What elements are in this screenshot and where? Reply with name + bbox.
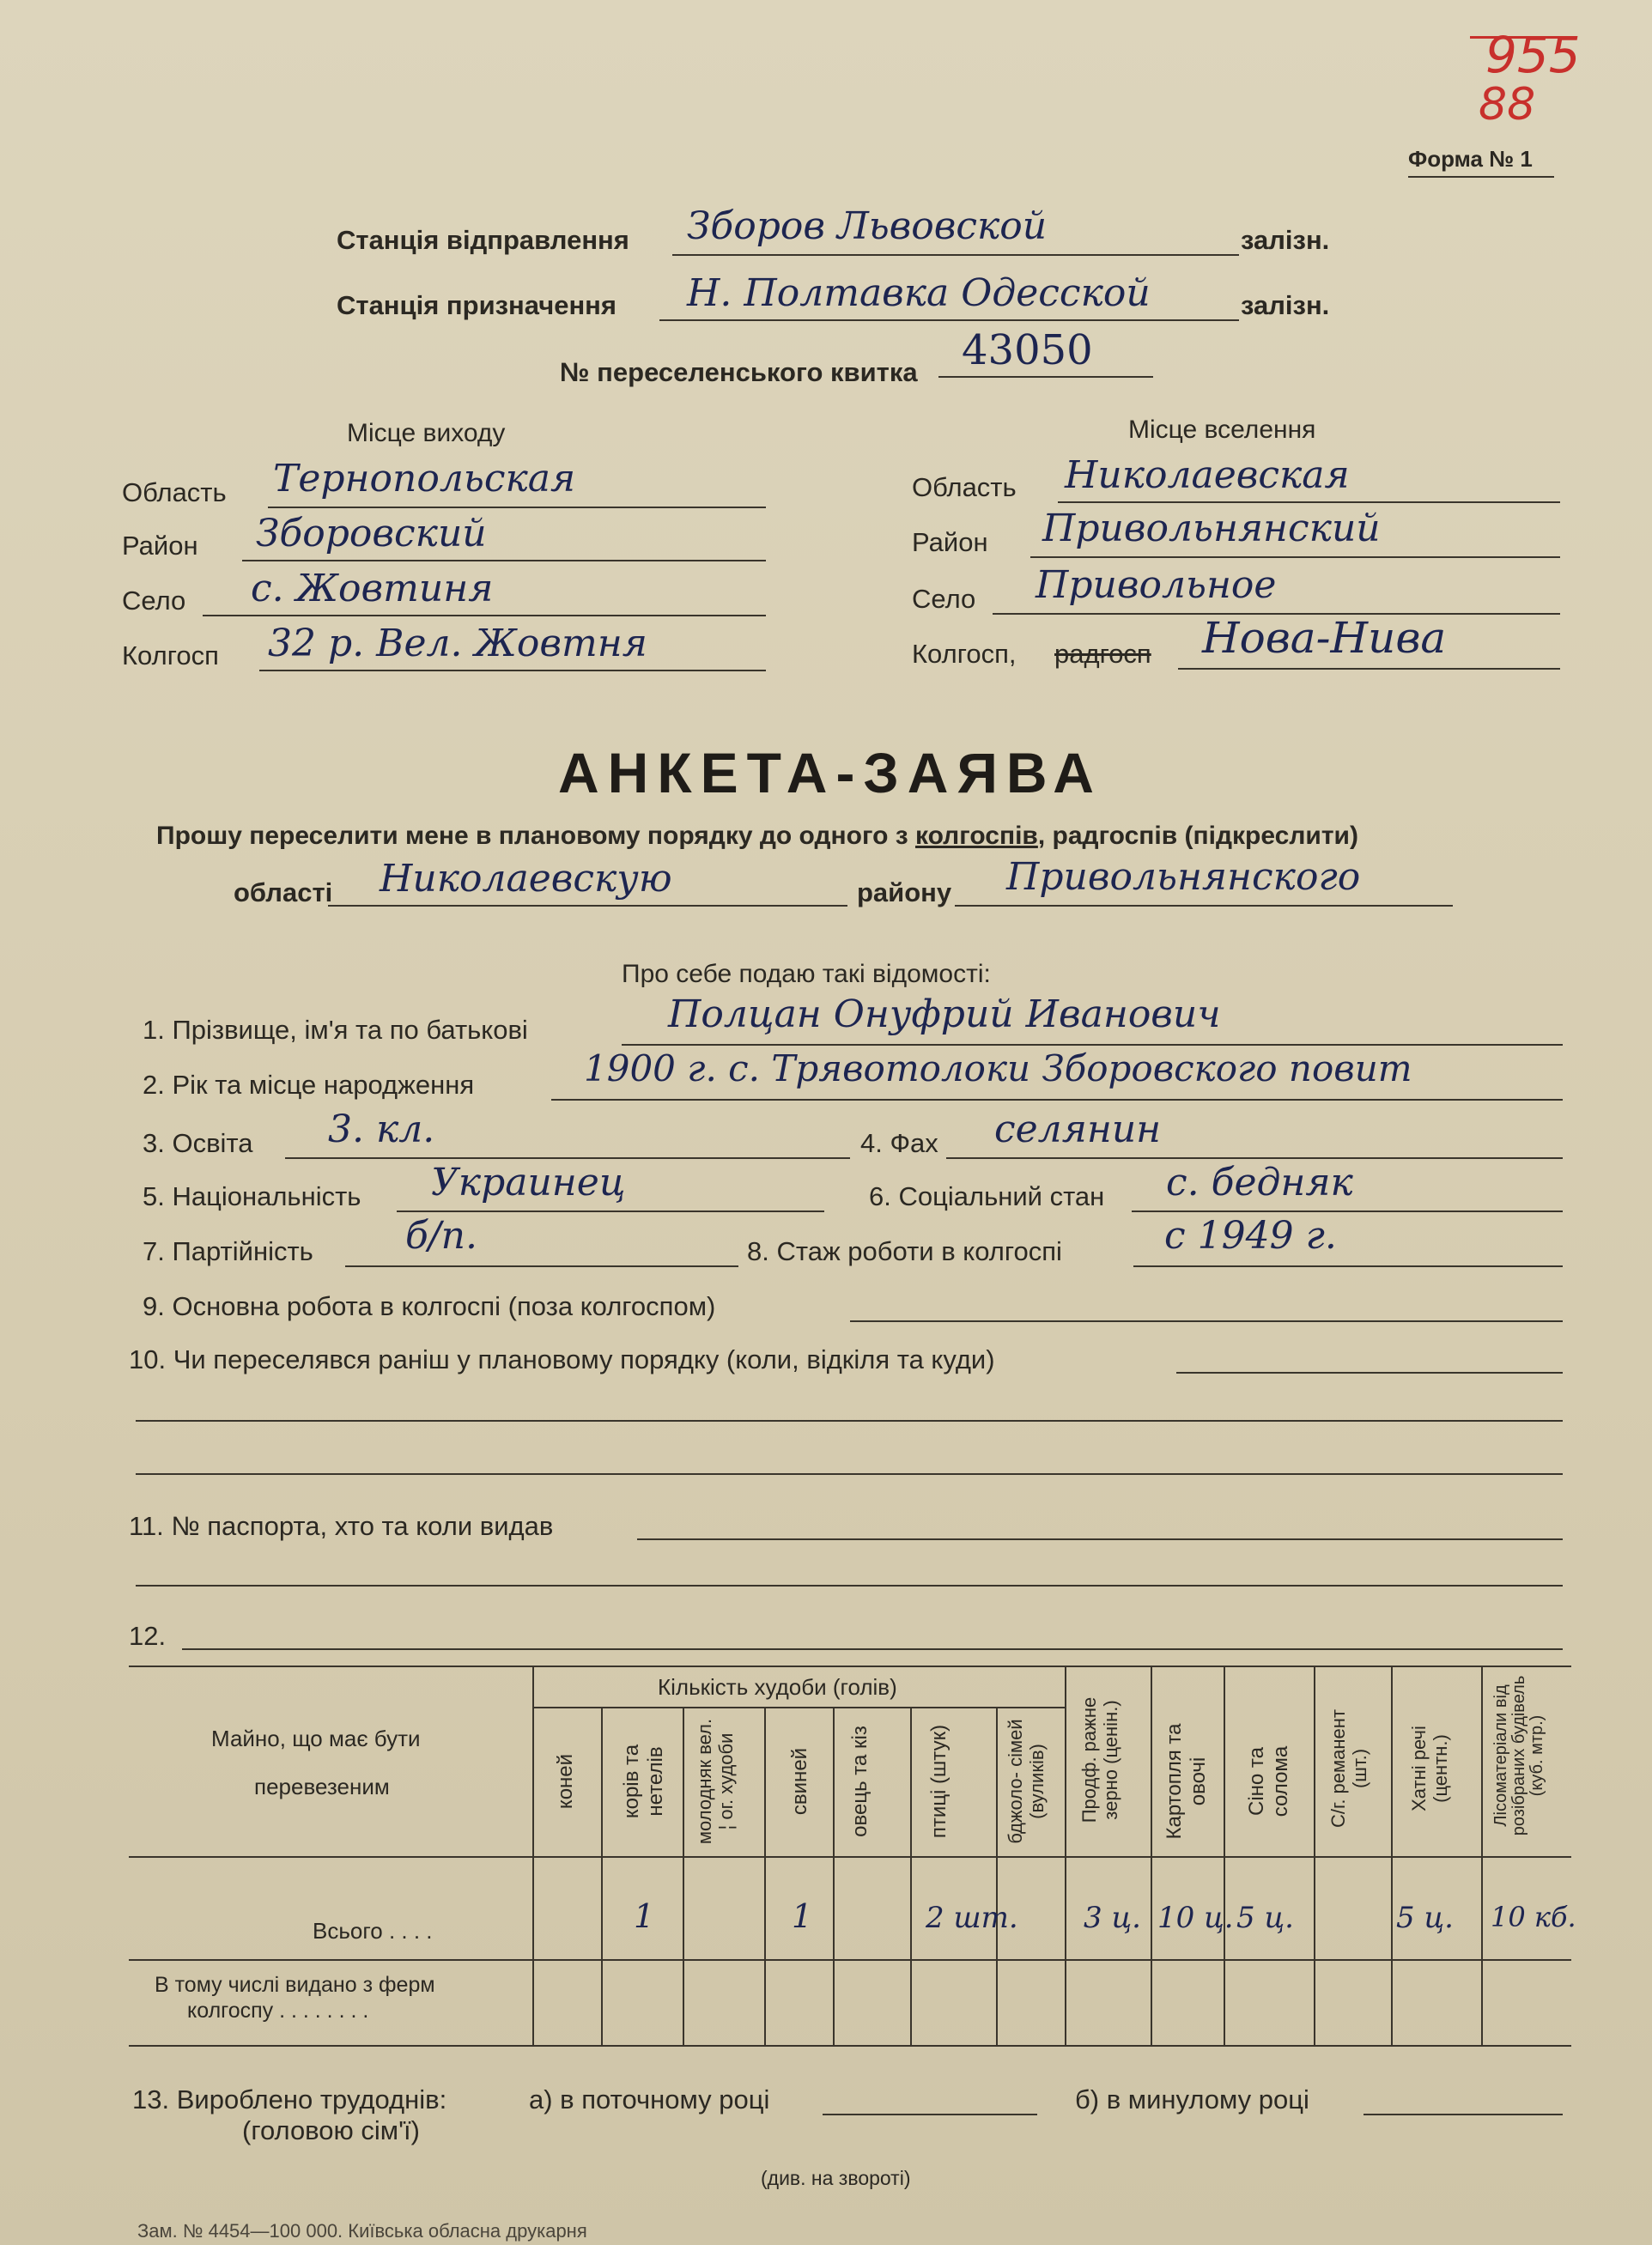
table-header-border [129,1856,1571,1858]
row-farm-label-line2: колгоспу . . . . . . . . [187,1999,369,2023]
col-border-3 [764,1707,766,2045]
origin-selo-label: Село [122,586,186,616]
origin-kolgosp-value: 32 р. Вел. Жовтня [268,622,647,665]
field-10-label: 10. Чи переселявся раніш у плановому порядку (коли, відкіля та куди) [129,1344,995,1374]
archive-number-strike [1470,36,1564,39]
ticket-value: 43050 [962,326,1093,374]
origin-raion-label: Район [122,531,198,561]
col-border-0 [532,1666,534,2045]
origin-oblast-value: Тернопольская [273,457,576,501]
form-number-label: Форма № 1 [1408,146,1533,172]
col-header-potatoes: Картопля та овочі [1163,1723,1210,1840]
destination-selo-value: Привольное [1036,563,1277,607]
field-8-line [1133,1265,1563,1267]
col-border-1 [601,1707,603,2045]
col-border-12 [1481,1666,1483,2045]
col-header-timber: Лісоматеріали від розібраних будівель (куб. мтр.) [1491,1675,1546,1836]
col-border-2 [683,1707,684,2045]
field-1-line [622,1044,1563,1046]
field-1-value: Полцан Онуфрий Иванович [668,992,1221,1036]
col-border-4 [833,1707,835,2045]
field-2-label: 2. Рік та місце народження [143,1070,475,1100]
total-poultry: 2 шт. [926,1901,1018,1935]
destination-heading: Місце вселення [1128,416,1316,444]
origin-oblast-line [268,507,766,508]
ticket-label: № переселенського квитка [560,357,918,387]
request-oblast-value: Николаевскую [380,857,672,901]
col-header-sheep: овець та кіз [848,1726,872,1837]
origin-kolgosp-label: Колгосп [122,640,219,670]
origin-raion-line [242,560,766,561]
field-12-label: 12. [129,1621,167,1651]
total-cows: 1 [634,1897,655,1935]
field-9-label: 9. Основна робота в колгоспі (поза колгоспом) [143,1291,716,1321]
col-border-8 [1151,1666,1152,2045]
about-heading: Про себе подаю такі відомості: [622,960,991,988]
col-border-5 [910,1707,912,2045]
destination-radgosp-struck: радгосп [1054,639,1151,669]
total-pigs: 1 [792,1897,813,1935]
field-5-value: Украинец [431,1161,626,1204]
origin-heading: Місце виходу [347,419,506,447]
destination-raion-line [1030,556,1560,558]
destination-kolgosp-value: Нова-Нива [1202,613,1447,663]
field-13-a-label: а) в поточному році [529,2084,770,2115]
field-6-value: с. бедняк [1166,1161,1353,1204]
field-7-value: б/п. [405,1214,478,1258]
field-5-line [397,1210,824,1212]
field-8-value: с 1949 г. [1164,1214,1337,1258]
destination-kolgosp-line [1178,668,1560,670]
col-header-household: Хатні речі (центн.) [1408,1726,1452,1811]
field-3-value: 3. кл. [328,1107,435,1151]
total-hay: 5 ц. [1236,1901,1294,1935]
col-header-cows: корів та нетелів [620,1744,667,1819]
field-13-b-line [1364,2114,1563,2115]
row-farm-label-line1: В тому числі видано з ферм [155,1973,435,1997]
request-raion-label: району [857,877,952,907]
destination-oblast-value: Николаевская [1065,453,1350,497]
livestock-group-border [532,1707,1065,1708]
field-11-line-2 [136,1585,1563,1587]
field-2-value: 1900 г. с. Трявотолоки Зборовского повит [584,1047,1412,1089]
col-border-7 [1065,1666,1066,2045]
col-border-6 [996,1707,998,2045]
destination-raion-label: Район [912,527,988,557]
departure-station-label: Станція відправлення [337,225,629,255]
col-header-poultry: птиці (штук) [927,1724,951,1839]
col-header-bees: бджоло- сімей (вуликів) [1005,1719,1048,1844]
departure-station-value: Зборов Львовской [687,204,1048,248]
field-11-label: 11. № паспорта, хто та коли видав [129,1511,554,1541]
field-4-label: 4. Фах [860,1128,938,1158]
col-header-pigs: свиней [788,1747,811,1816]
field-13-label: 13. Вироблено трудоднів: [132,2084,447,2115]
col-header-young-cattle: молодняк вел. ¦ ог. худоби [694,1718,738,1845]
field-9-line [850,1320,1563,1322]
total-potatoes: 10 ц. [1157,1901,1234,1935]
field-4-value: селянин [994,1107,1162,1151]
origin-oblast-label: Область [122,477,227,507]
archive-number-new: 955 [1485,26,1581,84]
row-total-label: Всього . . . . [313,1918,433,1944]
departure-station-line [672,254,1239,256]
col-border-9 [1224,1666,1225,2045]
origin-kolgosp-line [259,670,766,671]
table-bottom-border [129,2045,1571,2047]
property-header-line1: Майно, що має бути [211,1726,421,1751]
field-13-a-line [823,2114,1037,2115]
destination-kolgosp-label: Колгосп, [912,639,1017,669]
ticket-line [938,376,1153,378]
field-4-line [946,1157,1563,1159]
printer-line: Зам. № 4454—100 000. Київська обласна друкарня [137,2220,587,2242]
field-6-label: 6. Соціальний стан [869,1181,1105,1211]
destination-oblast-label: Область [912,472,1017,502]
footer-note: (див. на звороті) [761,2167,911,2189]
request-oblast-line [328,905,847,907]
field-6-line [1132,1210,1563,1212]
col-header-hay: Сіно та солома [1245,1745,1292,1817]
request-line: Прошу переселити мене в плановому порядку до одного з колгоспів, радгоспів (підкреслити) [156,822,1358,850]
origin-selo-value: с. Жовтиня [251,567,494,610]
origin-raion-value: Зборовский [256,512,487,555]
request-raion-line [955,905,1453,907]
total-grain: 3 ц. [1084,1901,1141,1935]
field-7-line [345,1265,738,1267]
field-10-line [1176,1372,1563,1374]
livestock-group-header: Кількість худоби (голів) [658,1674,897,1700]
archive-number-old: 88 [1479,79,1536,130]
field-10-line-3 [136,1473,1563,1475]
table-row-border [129,1959,1571,1961]
field-5-label: 5. Національність [143,1181,361,1211]
table-top-border [129,1666,1571,1667]
property-header-line2: перевезеним [254,1774,390,1799]
request-raion-value: Привольнянского [1006,855,1361,899]
field-8-label: 8. Стаж роботи в колгоспі [747,1236,1062,1266]
total-household: 5 ц. [1396,1901,1454,1935]
request-oblast-label: області [234,877,333,907]
col-header-grain: Продф. ражне зерно (ценін.) [1078,1696,1122,1823]
field-13-b-label: б) в минулому році [1075,2084,1309,2115]
destination-station-label: Станція призначення [337,290,616,320]
destination-station-value: Н. Полтавка Одесской [687,271,1151,315]
field-3-label: 3. Освіта [143,1128,253,1158]
col-border-10 [1314,1666,1315,2045]
field-13-sub: (головою сім'ї) [242,2115,420,2145]
origin-selo-line [203,615,766,616]
col-header-horses: коней [554,1753,577,1810]
total-timber: 10 кб. [1491,1901,1576,1933]
field-7-label: 7. Партійність [143,1236,313,1266]
field-10-line-2 [136,1420,1563,1422]
destination-station-line [659,319,1239,321]
field-2-line [551,1099,1563,1101]
form-title: АНКЕТА-ЗАЯВА [558,741,1102,804]
form-number-underline [1408,176,1554,178]
destination-oblast-line [1058,501,1560,503]
col-border-11 [1391,1666,1393,2045]
col-header-tools: С/г. реманент (шт.) [1327,1709,1371,1829]
field-11-line [637,1538,1563,1540]
field-12-line [182,1648,1563,1650]
field-1-label: 1. Прізвище, ім'я та по батькові [143,1015,528,1045]
destination-raion-value: Привольнянский [1042,507,1381,550]
destination-selo-label: Село [912,584,976,614]
destination-railway-suffix: залізн. [1241,290,1330,320]
departure-railway-suffix: залізн. [1241,225,1330,255]
field-3-line [285,1157,850,1159]
